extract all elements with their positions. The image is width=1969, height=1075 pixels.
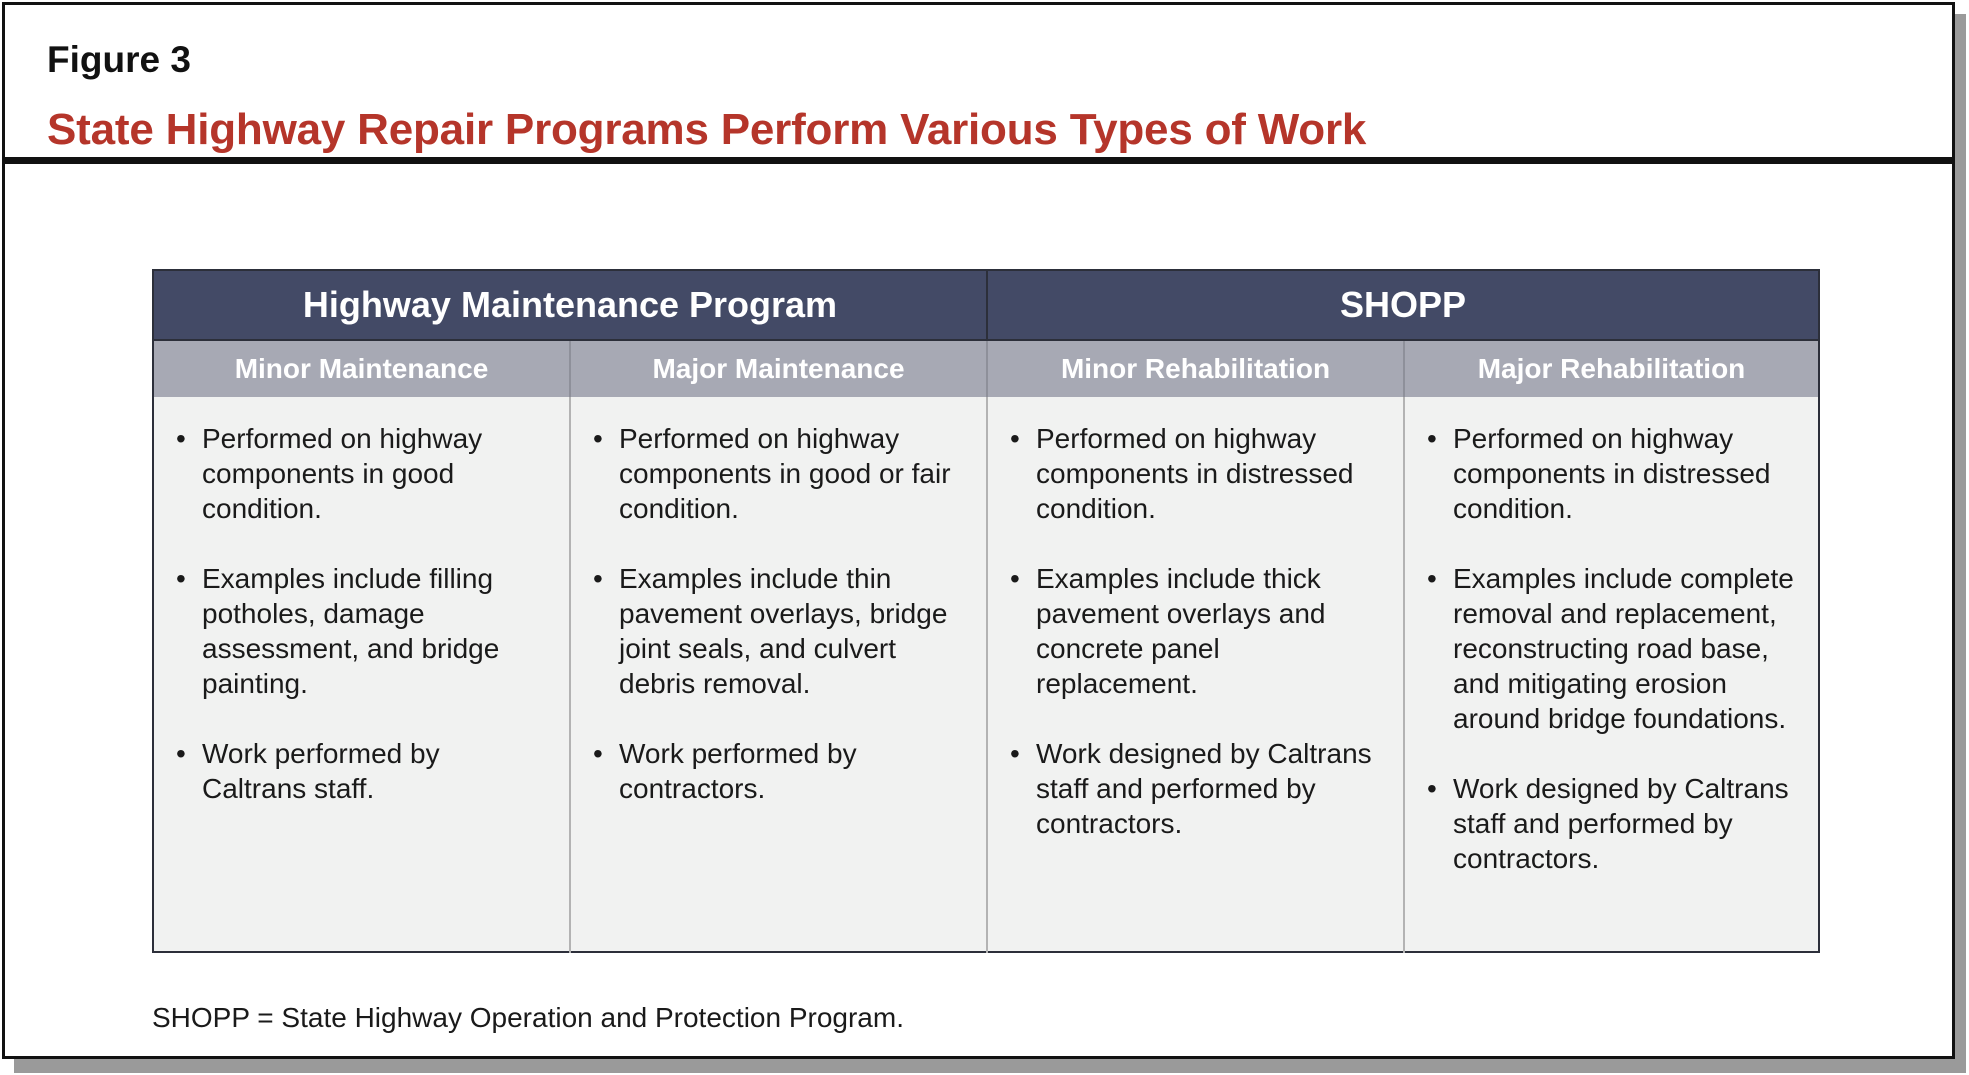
bullet-text: Examples include filling potholes, damage assessment, and bridge painting. — [202, 563, 500, 699]
bullet-text: Work designed by Caltrans staff and performed by contractors. — [1036, 738, 1372, 839]
bullet-text: Work performed by contractors. — [619, 738, 857, 804]
group-header-row — [154, 271, 1818, 341]
bullet-list — [593, 421, 964, 806]
bullet-icon: • — [1427, 423, 1437, 454]
column-body-minor-maintenance — [154, 421, 569, 841]
bullet-list — [176, 421, 547, 806]
list-item — [1427, 771, 1796, 876]
list-item — [176, 736, 547, 806]
column-header-major-maintenance: Major Maintenance — [652, 353, 905, 384]
list-item — [1427, 561, 1796, 736]
column-body-minor-rehabilitation — [988, 421, 1403, 876]
footnote: SHOPP = State Highway Operation and Protection Program. — [152, 1002, 904, 1033]
bullet-icon: • — [176, 738, 186, 769]
bullet-icon: • — [176, 423, 186, 454]
bullet-text: Examples include thick pavement overlays and concrete panel replacement. — [1036, 563, 1326, 699]
bullet-text: Work performed by Caltrans staff. — [202, 738, 440, 804]
bullet-text: Performed on highway components in distressed condition. — [1453, 423, 1771, 524]
bullet-text: Examples include complete removal and replacement, reconstructing road base, and mitigating erosion around bridge foundations. — [1453, 563, 1794, 734]
programs-table — [152, 269, 1820, 953]
bullet-icon: • — [593, 738, 603, 769]
list-item — [1427, 421, 1796, 526]
sub-header-divider — [569, 341, 571, 397]
title-rule — [5, 157, 1952, 164]
bullet-text: Work designed by Caltrans staff and performed by contractors. — [1453, 773, 1789, 874]
column-header-minor-rehabilitation: Minor Rehabilitation — [1060, 353, 1331, 384]
bullet-icon: • — [1010, 738, 1020, 769]
bullet-icon: • — [1010, 563, 1020, 594]
bullet-icon: • — [593, 563, 603, 594]
list-item — [1010, 561, 1381, 701]
figure-title: State Highway Repair Programs Perform Various Types of Work — [47, 105, 1367, 154]
bullet-icon: • — [1427, 773, 1437, 804]
group-header-highway-maintenance: Highway Maintenance Program — [302, 284, 838, 325]
figure-label: Figure 3 — [47, 39, 191, 80]
group-header-shopp: SHOPP — [1339, 284, 1467, 325]
list-item — [176, 561, 547, 701]
list-item — [593, 561, 964, 701]
list-item — [1010, 736, 1381, 841]
sub-header-divider — [986, 341, 988, 397]
column-header-major-rehabilitation: Major Rehabilitation — [1477, 353, 1746, 384]
bullet-text: Performed on highway components in good or fair condition. — [619, 423, 951, 524]
bullet-icon: • — [1010, 423, 1020, 454]
list-item — [176, 421, 547, 526]
bullet-list — [1010, 421, 1381, 841]
bullet-icon: • — [176, 563, 186, 594]
bullet-icon: • — [1427, 563, 1437, 594]
column-body-major-rehabilitation — [1405, 421, 1818, 911]
bullet-list — [1427, 421, 1796, 876]
column-header-minor-maintenance: Minor Maintenance — [234, 353, 489, 384]
figure-frame — [2, 2, 1955, 1059]
list-item — [593, 736, 964, 806]
column-body-major-maintenance — [571, 421, 986, 841]
bullet-icon: • — [593, 423, 603, 454]
list-item — [593, 421, 964, 526]
list-item — [1010, 421, 1381, 526]
bullet-text: Examples include thin pavement overlays, bridge joint seals, and culvert debris removal. — [619, 563, 948, 699]
sub-header-divider — [1403, 341, 1405, 397]
bullet-text: Performed on highway components in distressed condition. — [1036, 423, 1354, 524]
bullet-text: Performed on highway components in good condition. — [202, 423, 483, 524]
